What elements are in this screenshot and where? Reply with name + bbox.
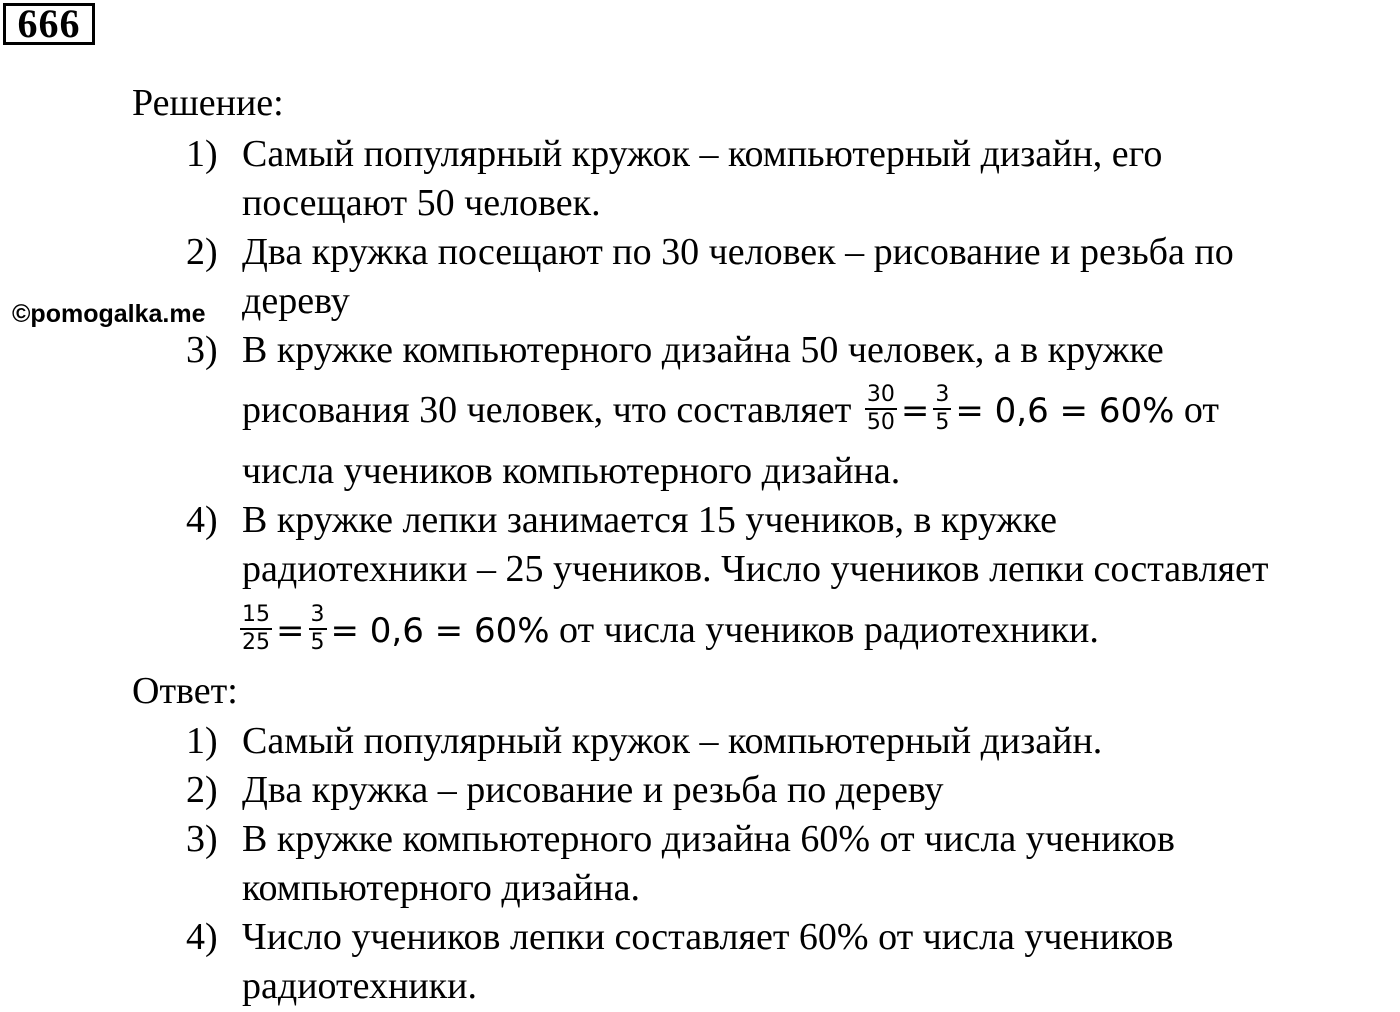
item-text: Два кружка посещают по 30 человек – рисование и резьба по xyxy=(242,231,1234,273)
fraction xyxy=(309,602,327,656)
task-number: 666 xyxy=(3,3,95,45)
fraction-denominator: 25 xyxy=(242,630,270,656)
fraction xyxy=(240,602,272,656)
item-text: В кружке компьютерного дизайна 60% от числа учеников xyxy=(242,818,1175,860)
item-number: 3) xyxy=(186,818,218,860)
item-text-with-math xyxy=(236,602,1099,660)
solution-heading: Решение: xyxy=(132,82,284,124)
item-text: радиотехники – 25 учеников. Число учеников лепки составляет xyxy=(242,548,1269,590)
item-number: 1) xyxy=(186,133,218,175)
item-number: 1) xyxy=(186,720,218,762)
item-text: посещают 50 человек. xyxy=(242,182,601,224)
item-text: В кружке лепки занимается 15 учеников, в кружке xyxy=(242,499,1058,541)
equation-rest: = 0,6 = 60% xyxy=(955,391,1175,431)
fraction-numerator: 30 xyxy=(865,382,897,410)
item-text: Два кружка – рисование и резьба по дереву xyxy=(242,769,944,811)
fraction-denominator: 5 xyxy=(935,410,950,436)
fraction xyxy=(865,382,897,436)
item-text: Самый популярный кружок – компьютерный дизайн. xyxy=(242,720,1103,762)
fraction-numerator: 3 xyxy=(933,382,951,410)
item-text: рисования 30 человек, что составляет xyxy=(242,389,852,431)
item-text: В кружке компьютерного дизайна 50 человек, а в кружке xyxy=(242,329,1164,371)
item-number: 4) xyxy=(186,916,218,958)
item-text-with-math xyxy=(242,382,1219,440)
fraction xyxy=(933,382,951,436)
item-text: от числа учеников радиотехники. xyxy=(559,609,1099,651)
item-number: 2) xyxy=(186,769,218,811)
fraction-numerator: 15 xyxy=(240,602,272,630)
item-text: Самый популярный кружок – компьютерный дизайн, его xyxy=(242,133,1163,175)
item-text: радиотехники. xyxy=(242,965,477,1007)
fraction-denominator: 5 xyxy=(310,630,325,656)
answer-heading: Ответ: xyxy=(132,670,238,712)
item-text: дереву xyxy=(242,280,350,322)
item-text: числа учеников компьютерного дизайна. xyxy=(242,450,901,492)
item-text: от xyxy=(1183,389,1219,431)
item-number: 2) xyxy=(186,231,218,273)
fraction-numerator: 3 xyxy=(309,602,327,630)
equals-sign: = xyxy=(900,391,930,431)
fraction-denominator: 50 xyxy=(866,410,895,436)
equation-rest: = 0,6 = 60% xyxy=(330,611,550,651)
watermark: ©pomogalka.me xyxy=(12,300,206,328)
item-text: компьютерного дизайна. xyxy=(242,867,640,909)
item-text: Число учеников лепки составляет 60% от числа учеников xyxy=(242,916,1174,958)
item-number: 3) xyxy=(186,329,218,371)
item-number: 4) xyxy=(186,499,218,541)
equals-sign: = xyxy=(276,611,305,651)
